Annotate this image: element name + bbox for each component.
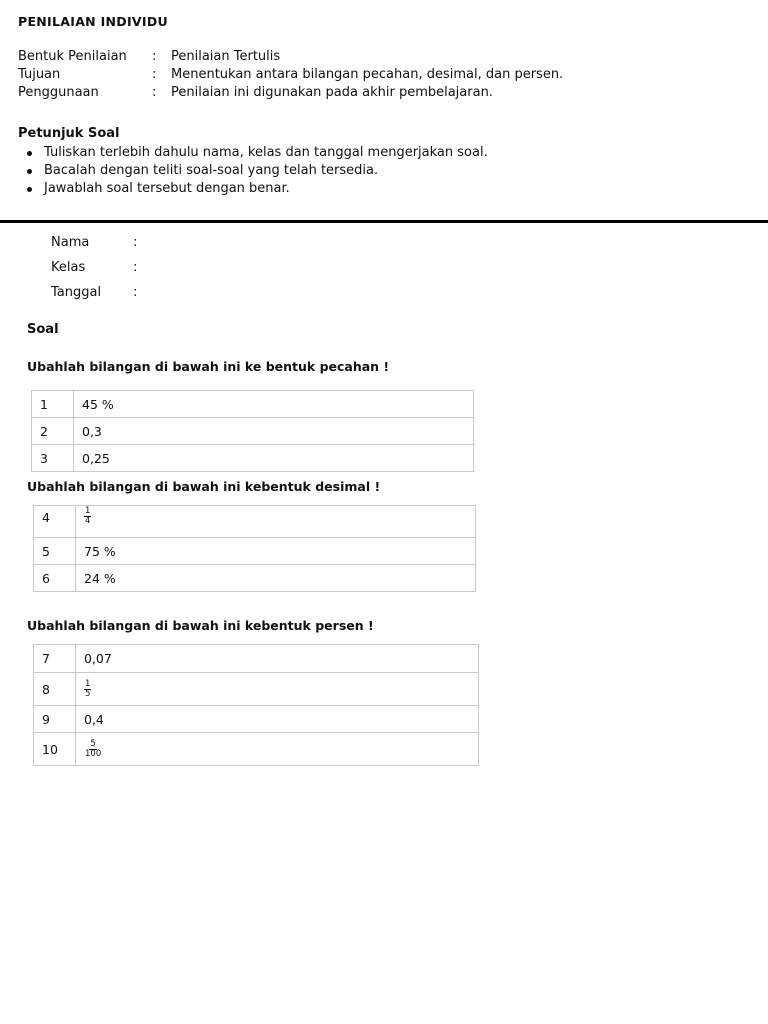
- question-number: 10: [34, 733, 76, 766]
- table-row: [32, 418, 474, 445]
- question-number: 9: [34, 706, 76, 733]
- section-title-persen: Ubahlah bilangan di bawah ini kebentuk persen !: [27, 618, 374, 633]
- meta-value-bentuk: Penilaian Tertulis: [171, 49, 281, 64]
- table-row: [34, 538, 476, 565]
- date-colon: :: [133, 285, 138, 300]
- soal-heading: Soal: [27, 322, 59, 337]
- question-value: [76, 506, 476, 538]
- question-value: [76, 673, 479, 706]
- meta-colon: :: [152, 67, 157, 82]
- class-colon: :: [133, 260, 138, 275]
- question-value: 0,4: [76, 706, 479, 733]
- meta-colon: :: [152, 49, 157, 64]
- question-number: 3: [32, 445, 74, 472]
- table-row: [34, 565, 476, 592]
- table-row: [34, 706, 479, 733]
- question-number: 4: [34, 506, 76, 538]
- table-row: [34, 506, 476, 538]
- question-number: 7: [34, 645, 76, 673]
- question-value: [76, 733, 479, 766]
- question-number: 5: [34, 538, 76, 565]
- instructions-title: Petunjuk Soal: [18, 126, 120, 141]
- question-value: 75 %: [76, 538, 476, 565]
- document-title: PENILAIAN INDIVIDU: [18, 14, 168, 29]
- instruction-item: Bacalah dengan teliti soal-soal yang telah tersedia.: [20, 162, 488, 180]
- question-table-pecahan: [31, 390, 474, 472]
- section-title-pecahan: Ubahlah bilangan di bawah ini ke bentuk pecahan !: [27, 359, 390, 374]
- question-value: 24 %: [76, 565, 476, 592]
- table-row: [34, 673, 479, 706]
- instruction-item: Jawablah soal tersebut dengan benar.: [20, 180, 488, 198]
- fraction-denominator: 4: [85, 516, 91, 526]
- meta-colon: :: [152, 85, 157, 100]
- question-number: 1: [32, 391, 74, 418]
- section-divider: [0, 220, 768, 223]
- meta-label-tujuan: Tujuan: [18, 67, 61, 82]
- class-label: Kelas: [51, 260, 86, 275]
- instructions-list: [20, 144, 488, 198]
- fraction-denominator: 100: [85, 748, 102, 759]
- fraction-numerator: 1: [85, 678, 91, 689]
- question-value: 45 %: [74, 391, 474, 418]
- question-table-persen: [33, 644, 479, 766]
- fraction-numerator: 5: [90, 738, 96, 749]
- table-row: [32, 445, 474, 472]
- fraction-numerator: 1: [85, 506, 91, 516]
- question-number: 2: [32, 418, 74, 445]
- table-row: [32, 391, 474, 418]
- date-label: Tanggal: [51, 285, 102, 300]
- meta-label-penggunaan: Penggunaan: [18, 85, 99, 100]
- name-colon: :: [133, 235, 138, 250]
- question-number: 8: [34, 673, 76, 706]
- fraction: [84, 740, 102, 759]
- question-number: 6: [34, 565, 76, 592]
- question-value: 0,07: [76, 645, 479, 673]
- meta-value-tujuan: Menentukan antara bilangan pecahan, desimal, dan persen.: [171, 67, 564, 82]
- meta-value-penggunaan: Penilaian ini digunakan pada akhir pembelajaran.: [171, 85, 493, 100]
- question-table-desimal: [33, 505, 476, 592]
- table-row: [34, 645, 479, 673]
- fraction: [84, 507, 91, 526]
- question-value: 0,25: [74, 445, 474, 472]
- instruction-item: Tuliskan terlebih dahulu nama, kelas dan tanggal mengerjakan soal.: [20, 144, 488, 162]
- fraction: [84, 680, 91, 699]
- question-value: 0,3: [74, 418, 474, 445]
- section-title-desimal: Ubahlah bilangan di bawah ini kebentuk desimal !: [27, 479, 381, 494]
- meta-label-bentuk: Bentuk Penilaian: [18, 49, 127, 64]
- name-label: Nama: [51, 235, 90, 250]
- table-row: [34, 733, 479, 766]
- fraction-denominator: 5: [85, 688, 91, 699]
